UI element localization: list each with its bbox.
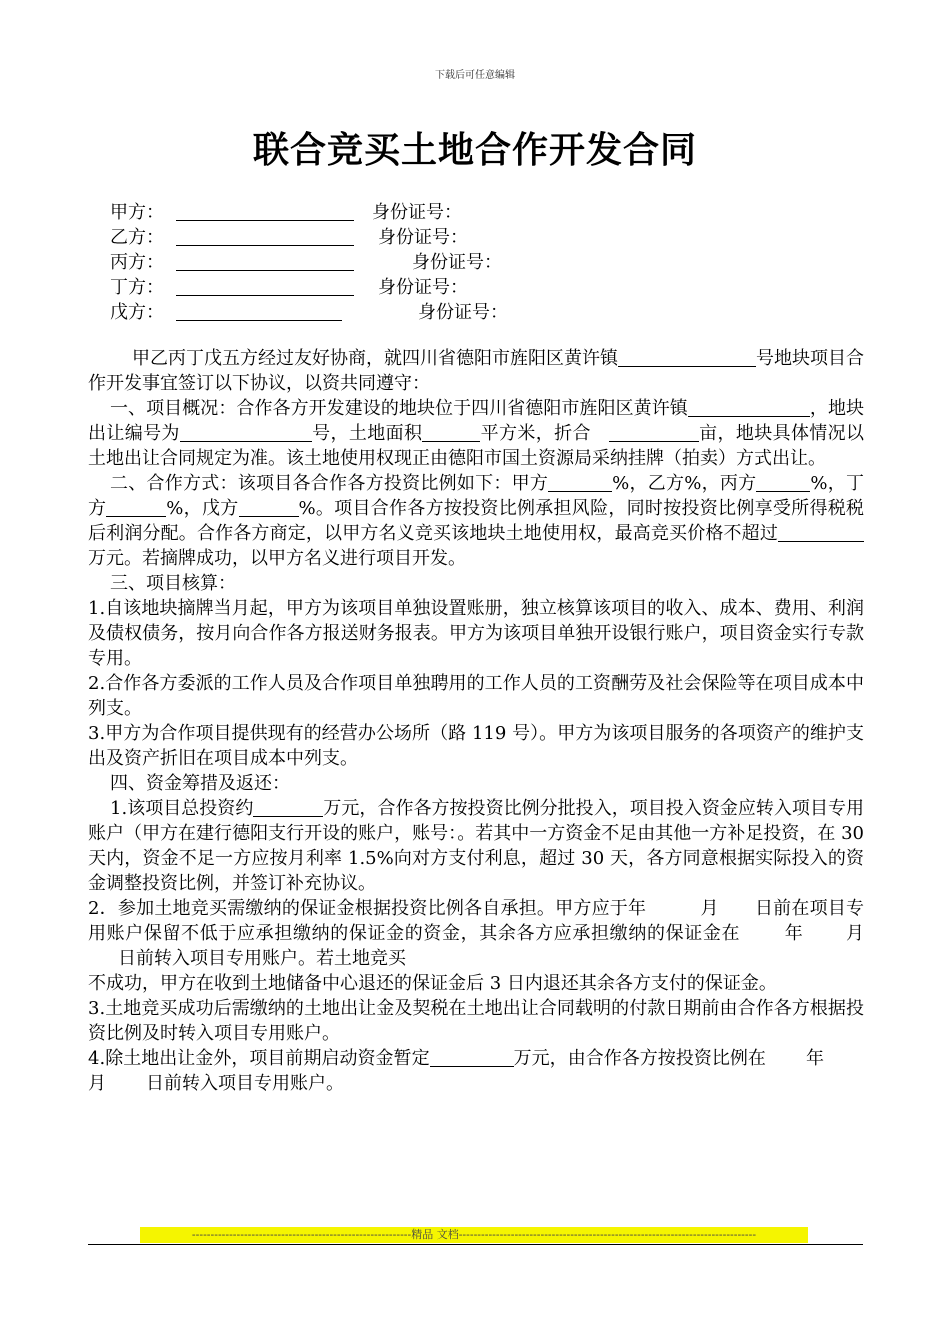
parties-block <box>110 200 810 325</box>
id-label: 身份证号： <box>372 202 462 223</box>
section-4-item-2: 2．参加土地竞买需缴纳的保证金根据投资比例各自承担。甲方应于年 月 日前在项目专用账户保留不低于应承担缴纳的保证金的资金，其余各方应承担缴纳的保证金在 年 月日前转入项目专用账户。若土地竞买 不成功，甲方在收到土地储备中心退还的保证金后 3 日内退还其余各方支付的保证金。 <box>88 898 865 994</box>
header-note: 下载后可任意编辑 <box>435 70 515 81</box>
party-label: 丙方： <box>110 252 164 273</box>
section-3-item-2: 2.合作各方委派的工作人员及合作项目单独聘用的工作人员的工资酬劳及社会保险等在项目成本中列支。 <box>88 673 864 719</box>
party-row-c <box>110 250 810 275</box>
section-3-heading: 三、项目核算： <box>110 573 236 594</box>
party-name-blank <box>176 227 354 246</box>
section-2-paragraph: 二、合作方式：该项目各合作各方投资比例如下：甲方 %，乙方%，丙方 %，丁方 %，戊方 %。项目合作各方按投资比例承担风险，同时按投资比例享受所得税税后利润分配。合作各方商定，以甲方名义竞买该地块土地使用权，最高竞买价格不超过万元。若摘牌成功，以甲方名义进行项目开发。 <box>88 473 864 569</box>
section-4-item-3: 3.土地竞买成功后需缴纳的土地出让金及契税在土地出让合同载明的付款日期前由合作各方根据投资比例及时转入项目专用账户。 <box>88 998 864 1044</box>
section-1-paragraph: 一、项目概况：合作各方开发建设的地块位于四川省德阳市旌阳区黄许镇 ，地块出让编号为 号，土地面积 平方米，折合 亩，地块具体情况以土地出让合同规定为准。该土地使用权现正由德阳市国土资源局采纳挂牌（拍卖）方式出让。 <box>88 398 865 469</box>
intro-paragraph: 甲乙丙丁戊五方经过友好协商，就四川省德阳市旌阳区黄许镇 号地块项目合作开发事宜签订以下协议，以资共同遵守： <box>88 348 864 394</box>
id-label: 身份证号： <box>418 302 508 323</box>
section-3-item-1: 1.自该地块摘牌当月起，甲方为该项目单独设置账册，独立核算该项目的收入、成本、费用、利润及债权债务，按月向合作各方报送财务报表。甲方为该项目单独开设银行账户，项目资金实行专款专用。 <box>88 598 864 669</box>
document-title: 联合竞买土地合作开发合同 <box>252 130 697 171</box>
contract-body <box>88 346 864 1096</box>
party-name-blank <box>176 202 354 221</box>
party-row-e <box>110 300 810 325</box>
party-label: 甲方： <box>110 202 164 223</box>
party-label: 戊方： <box>110 302 164 323</box>
party-name-blank <box>176 277 354 296</box>
section-4-heading: 四、资金筹措及返还： <box>110 773 290 794</box>
party-row-a <box>110 200 810 225</box>
party-label: 丁方： <box>110 277 164 298</box>
id-label: 身份证号： <box>412 252 502 273</box>
section-3-item-3: 3.甲方为合作项目提供现有的经营办公场所（路 119 号）。甲方为该项目服务的各项资产的维护支出及资产折旧在项目成本中列支。 <box>88 723 864 769</box>
section-4-item-1: 1.该项目总投资约 万元，合作各方按投资比例分批投入，项目投入资金应转入项目专用账户（甲方在建行德阳支行开设的账户，账号：。若其中一方资金不足由其他一方补足投资，在 30 天内，资金不足一方应按月利率 1.5%向对方支付利息，超过 30 天，各方同意根据实际投入的资金调整投资比例，并签订补充协议。 <box>88 798 865 894</box>
id-label: 身份证号： <box>378 277 468 298</box>
footer-banner: -----------------------------------------------------------精品 文档-------------------------------------------------------------------------------- <box>140 1227 808 1243</box>
section-4-item-4: 4.除土地出让金外，项目前期启动资金暂定 万元，由合作各方按投资比例在 年月 日前转入项目专用账户。 <box>88 1048 824 1094</box>
party-row-b <box>110 225 810 250</box>
party-row-d <box>110 275 810 300</box>
party-name-blank <box>176 302 342 321</box>
party-name-blank <box>176 252 354 271</box>
party-label: 乙方： <box>110 227 164 248</box>
footer-rule <box>88 1244 863 1245</box>
id-label: 身份证号： <box>378 227 468 248</box>
